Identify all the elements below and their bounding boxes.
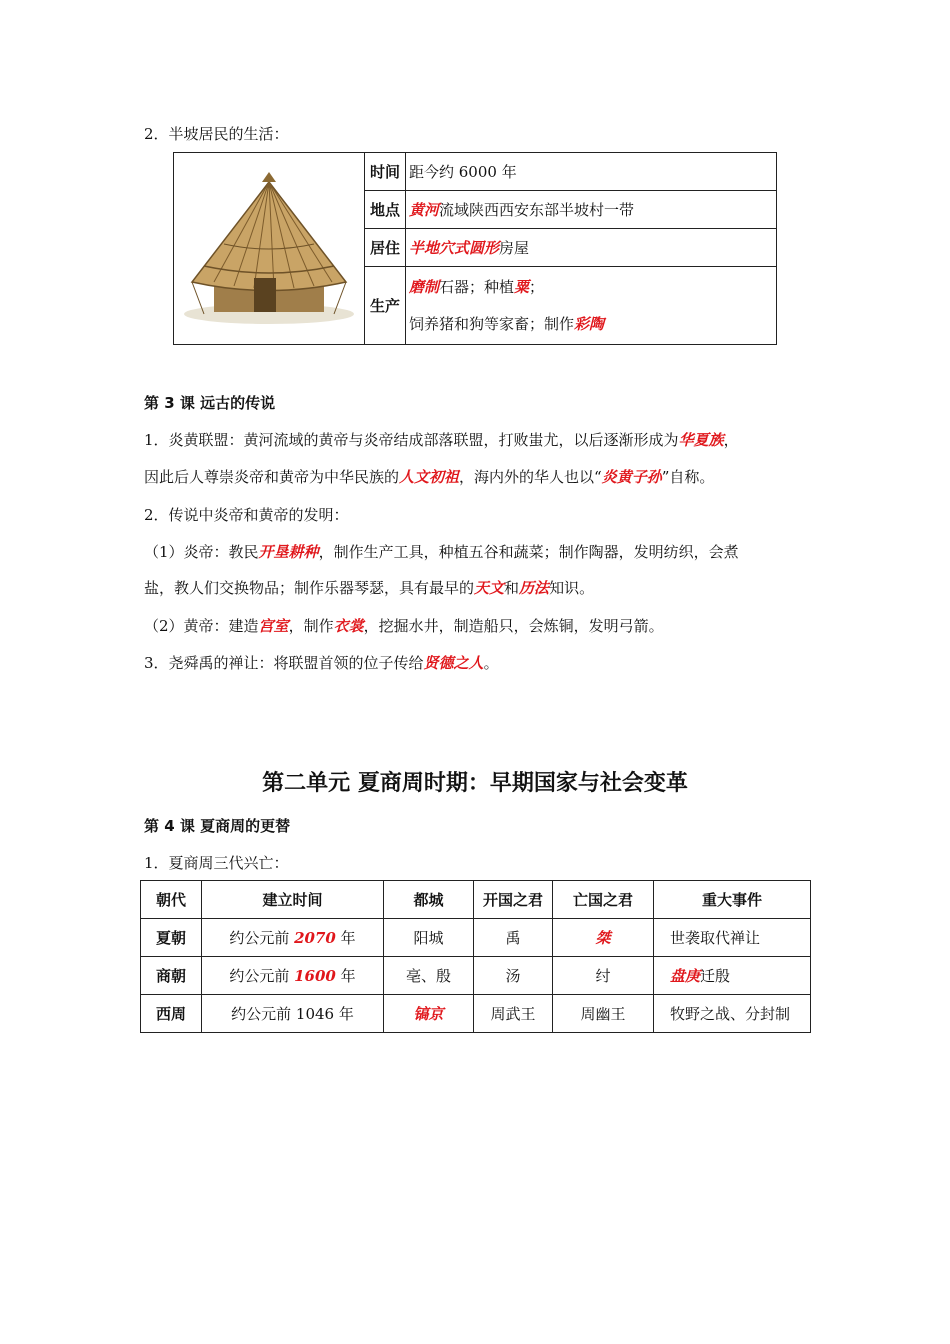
lesson3-para4: （2）黄帝：建造宫室，制作衣裳，挖掘水井，制造船只，会炼铜，发明弓箭。 xyxy=(144,617,664,635)
label-time: 时间 xyxy=(365,153,406,191)
table-header-row: 朝代 建立时间 都城 开国之君 亡国之君 重大事件 xyxy=(141,881,811,919)
value-production: 磨制石器；种植粟； 饲养猪和狗等家畜；制作彩陶 xyxy=(406,267,777,345)
lesson3-para2: 2．传说中炎帝和黄帝的发明： xyxy=(144,506,349,524)
table-row: 商朝 约公元前 1600 年 亳、殷 汤 纣 盘庚迁殷 xyxy=(141,957,811,995)
lesson3-para3b: 盐，教人们交换物品；制作乐器琴瑟，具有最早的天文和历法知识。 xyxy=(144,579,595,597)
lesson3-para1a: 1．炎黄联盟：黄河流域的黄帝与炎帝结成部落联盟，打败蚩尤，以后逐渐形成为华夏族， xyxy=(144,431,739,449)
label-place: 地点 xyxy=(365,191,406,229)
lesson4-para1: 1．夏商周三代兴亡： xyxy=(144,854,289,872)
table-row: 西周 约公元前 1046 年 镐京 周武王 周幽王 牧野之战、分封制 xyxy=(141,995,811,1033)
banpo-life-table xyxy=(173,152,777,345)
label-production: 生产 xyxy=(365,267,406,345)
dynasty-table xyxy=(140,880,811,1033)
unit2-title: 第二单元 夏商周时期：早期国家与社会变革 xyxy=(262,771,688,796)
table-row: 夏朝 约公元前 2070 年 阳城 禹 桀 世袭取代禅让 xyxy=(141,919,811,957)
lesson3-para5: 3．尧舜禹的禅让：将联盟首领的位子传给贤德之人。 xyxy=(144,654,499,672)
keyword-semi-pit-house: 半地穴式圆形 xyxy=(409,239,500,257)
label-housing: 居住 xyxy=(365,229,406,267)
hut-illustration-cell xyxy=(174,153,365,345)
value-housing: 半地穴式圆形房屋 xyxy=(406,229,777,267)
value-time: 距今约 6000 年 xyxy=(406,153,777,191)
lesson3-para1b: 因此后人尊崇炎帝和黄帝为中华民族的人文初祖，海内外的华人也以“炎黄子孙”自称。 xyxy=(144,468,715,486)
lesson3-para3a: （1）炎帝：教民开垦耕种，制作生产工具，种植五谷和蔬菜；制作陶器，发明纺织，会煮 xyxy=(144,543,739,561)
lesson3-title: 第 3 课 远古的传说 xyxy=(144,394,276,412)
keyword-yellow-river: 黄河 xyxy=(409,201,440,219)
value-place: 黄河流域陕西西安东部半坡村一带 xyxy=(406,191,777,229)
lesson4-title: 第 4 课 夏商周的更替 xyxy=(144,817,291,835)
thatched-hut-image xyxy=(174,154,364,344)
section-heading-banpo: 2．半坡居民的生活： xyxy=(144,125,289,143)
